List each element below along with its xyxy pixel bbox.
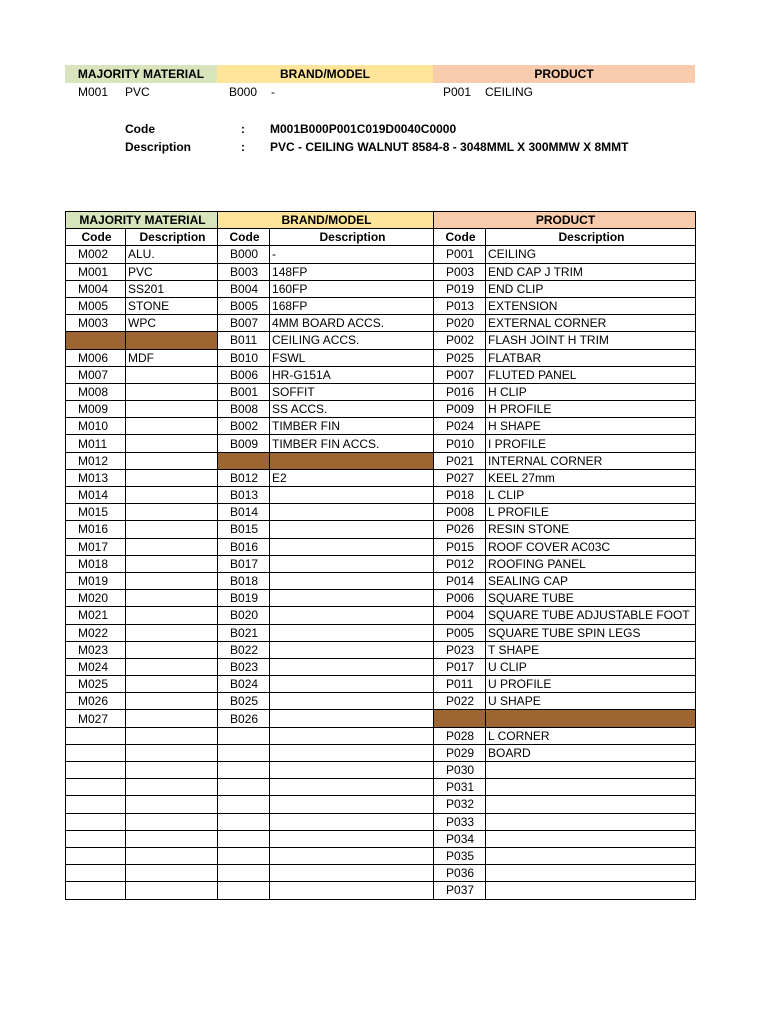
brand-desc-cell[interactable] [270, 693, 434, 710]
product-code-cell[interactable]: P021 [434, 452, 486, 469]
product-desc-cell[interactable] [486, 882, 696, 899]
material-desc-cell[interactable]: WPC [126, 315, 218, 332]
material-code-cell[interactable]: M004 [66, 280, 126, 297]
product-code-cell[interactable]: P028 [434, 727, 486, 744]
brand-desc-cell[interactable] [270, 521, 434, 538]
brand-desc-cell[interactable]: 168FP [270, 297, 434, 314]
material-code-cell[interactable]: M012 [66, 452, 126, 469]
product-desc-cell[interactable]: ROOF COVER AC03C [486, 538, 696, 555]
product-desc-cell[interactable]: U SHAPE [486, 693, 696, 710]
product-code-cell[interactable]: P019 [434, 280, 486, 297]
table-row [66, 435, 696, 452]
table-row [66, 624, 696, 641]
selected-product-desc[interactable]: CEILING [485, 85, 534, 99]
material-code-cell[interactable] [66, 882, 126, 899]
brand-code-cell[interactable]: B014 [218, 504, 270, 521]
material-desc-cell[interactable] [126, 332, 218, 349]
group-product: PRODUCT [434, 212, 696, 229]
brand-desc-cell[interactable] [270, 641, 434, 658]
material-desc-cell[interactable]: STONE [126, 297, 218, 314]
material-code-cell[interactable] [66, 744, 126, 761]
product-desc-cell[interactable]: EXTENSION [486, 297, 696, 314]
product-desc-cell[interactable]: END CLIP [486, 280, 696, 297]
material-code-header: Code [66, 229, 126, 246]
table-row [66, 658, 696, 675]
material-desc-header: Description [126, 229, 218, 246]
material-desc-cell[interactable] [126, 383, 218, 400]
brand-code-cell[interactable]: B023 [218, 658, 270, 675]
table-row [66, 882, 696, 899]
table-row [66, 607, 696, 624]
product-desc-cell[interactable]: H SHAPE [486, 418, 696, 435]
brand-code-cell[interactable]: B025 [218, 693, 270, 710]
product-desc-cell[interactable] [486, 830, 696, 847]
description-value[interactable]: PVC - CEILING WALNUT 8584-8 - 3048MML X 300MMW X 8MMT [270, 140, 629, 154]
table-row [66, 676, 696, 693]
table-row [66, 401, 696, 418]
material-desc-cell[interactable] [126, 796, 218, 813]
product-desc-cell[interactable]: BOARD [486, 744, 696, 761]
selected-material-code[interactable]: M001 [78, 85, 109, 99]
table-row [66, 830, 696, 847]
brand-code-cell[interactable] [218, 813, 270, 830]
material-code-cell[interactable] [66, 796, 126, 813]
brand-desc-cell[interactable] [270, 487, 434, 504]
brand-desc-header: Description [270, 229, 434, 246]
material-code-cell[interactable]: M013 [66, 469, 126, 486]
table-row [66, 521, 696, 538]
brand-desc-cell[interactable]: 148FP [270, 263, 434, 280]
material-desc-cell[interactable] [126, 882, 218, 899]
table-row [66, 796, 696, 813]
table-row [66, 332, 696, 349]
product-desc-cell[interactable]: FLASH JOINT H TRIM [486, 332, 696, 349]
brand-code-cell[interactable]: B019 [218, 590, 270, 607]
brand-code-cell[interactable]: B018 [218, 572, 270, 589]
brand-code-cell[interactable]: B008 [218, 401, 270, 418]
product-code-cell[interactable]: P008 [434, 504, 486, 521]
product-desc-cell[interactable]: SQUARE TUBE [486, 590, 696, 607]
product-code-cell[interactable]: P009 [434, 401, 486, 418]
material-code-cell[interactable]: M005 [66, 297, 126, 314]
material-code-cell[interactable]: M002 [66, 246, 126, 263]
group-header-row [66, 212, 696, 229]
product-code-cell[interactable]: P034 [434, 830, 486, 847]
product-code-cell[interactable]: P018 [434, 487, 486, 504]
product-code-cell[interactable]: P012 [434, 555, 486, 572]
code-label: Code [125, 122, 155, 136]
brand-code-cell[interactable]: B002 [218, 418, 270, 435]
brand-desc-cell[interactable] [270, 762, 434, 779]
brand-code-cell[interactable]: B017 [218, 555, 270, 572]
material-code-cell[interactable]: M027 [66, 710, 126, 727]
product-desc-cell[interactable]: CEILING [486, 246, 696, 263]
brand-code-cell[interactable] [218, 452, 270, 469]
material-desc-cell[interactable]: MDF [126, 349, 218, 366]
brand-desc-cell[interactable]: 4MM BOARD ACCS. [270, 315, 434, 332]
material-code-cell[interactable]: M017 [66, 538, 126, 555]
brand-code-cell[interactable]: B010 [218, 349, 270, 366]
material-desc-cell[interactable] [126, 366, 218, 383]
product-code-cell[interactable]: P037 [434, 882, 486, 899]
product-code-cell[interactable]: P024 [434, 418, 486, 435]
brand-desc-cell[interactable]: - [270, 246, 434, 263]
product-code-cell[interactable]: P033 [434, 813, 486, 830]
table-row [66, 280, 696, 297]
brand-desc-cell[interactable] [270, 572, 434, 589]
brand-code-cell[interactable] [218, 762, 270, 779]
product-code-cell[interactable]: P007 [434, 366, 486, 383]
selected-brand-desc[interactable]: - [271, 85, 275, 99]
product-desc-cell[interactable]: INTERNAL CORNER [486, 452, 696, 469]
description-colon: : [241, 140, 245, 154]
brand-code-cell[interactable]: B022 [218, 641, 270, 658]
product-code-cell[interactable]: P036 [434, 865, 486, 882]
brand-code-cell[interactable]: B016 [218, 538, 270, 555]
material-desc-cell[interactable] [126, 813, 218, 830]
table-row [66, 762, 696, 779]
material-desc-cell[interactable] [126, 762, 218, 779]
material-code-cell[interactable]: M010 [66, 418, 126, 435]
material-code-cell[interactable]: M023 [66, 641, 126, 658]
product-code-cell[interactable]: P003 [434, 263, 486, 280]
product-desc-cell[interactable]: T SHAPE [486, 641, 696, 658]
product-desc-cell[interactable]: L CLIP [486, 487, 696, 504]
code-value[interactable]: M001B000P001C019D0040C0000 [270, 122, 457, 136]
product-code-cell[interactable]: P011 [434, 676, 486, 693]
table-row [66, 487, 696, 504]
table-row [66, 744, 696, 761]
brand-code-cell[interactable]: B012 [218, 469, 270, 486]
material-desc-cell[interactable] [126, 590, 218, 607]
product-desc-cell[interactable]: I PROFILE [486, 435, 696, 452]
majority-material-header: MAJORITY MATERIAL [65, 65, 217, 83]
product-code-cell[interactable]: P004 [434, 607, 486, 624]
description-label: Description [125, 140, 192, 154]
product-code-header: Code [434, 229, 486, 246]
product-desc-cell[interactable]: SEALING CAP [486, 572, 696, 589]
material-code-cell[interactable] [66, 762, 126, 779]
brand-desc-cell[interactable] [270, 676, 434, 693]
material-code-cell[interactable]: M024 [66, 658, 126, 675]
material-desc-cell[interactable] [126, 624, 218, 641]
brand-model-header: BRAND/MODEL [217, 65, 433, 83]
brand-desc-cell[interactable]: E2 [270, 469, 434, 486]
selector-header [65, 65, 695, 83]
material-desc-cell[interactable] [126, 401, 218, 418]
brand-code-cell[interactable]: B004 [218, 280, 270, 297]
material-desc-cell[interactable] [126, 435, 218, 452]
material-code-cell[interactable]: M025 [66, 676, 126, 693]
product-desc-cell[interactable]: SQUARE TUBE ADJUSTABLE FOOT [486, 607, 696, 624]
product-desc-cell[interactable]: U CLIP [486, 658, 696, 675]
product-code-cell[interactable]: P022 [434, 693, 486, 710]
brand-desc-cell[interactable] [270, 744, 434, 761]
brand-code-cell[interactable]: B020 [218, 607, 270, 624]
product-desc-cell[interactable]: FLATBAR [486, 349, 696, 366]
product-desc-cell[interactable] [486, 796, 696, 813]
material-code-cell[interactable] [66, 830, 126, 847]
lookup-table [65, 211, 696, 900]
material-code-cell[interactable]: M016 [66, 521, 126, 538]
brand-code-cell[interactable]: B015 [218, 521, 270, 538]
product-desc-cell[interactable] [486, 779, 696, 796]
brand-code-cell[interactable] [218, 727, 270, 744]
brand-desc-cell[interactable] [270, 607, 434, 624]
material-desc-cell[interactable] [126, 847, 218, 864]
brand-desc-cell[interactable]: TIMBER FIN [270, 418, 434, 435]
selected-product-code[interactable]: P001 [443, 85, 472, 99]
material-code-cell[interactable]: M021 [66, 607, 126, 624]
product-code-cell[interactable]: P027 [434, 469, 486, 486]
material-desc-cell[interactable]: ALU. [126, 246, 218, 263]
product-desc-header: Description [486, 229, 696, 246]
product-desc-cell[interactable]: RESIN STONE [486, 521, 696, 538]
table-row [66, 452, 696, 469]
product-code-cell[interactable]: P016 [434, 383, 486, 400]
material-code-cell[interactable]: M006 [66, 349, 126, 366]
product-desc-cell[interactable]: H CLIP [486, 383, 696, 400]
table-row [66, 315, 696, 332]
selected-brand-code[interactable]: B000 [229, 85, 258, 99]
subheader-row [66, 229, 696, 246]
product-desc-cell[interactable]: EXTERNAL CORNER [486, 315, 696, 332]
brand-desc-cell[interactable] [270, 452, 434, 469]
table-row [66, 865, 696, 882]
brand-code-cell[interactable]: B005 [218, 297, 270, 314]
material-desc-cell[interactable] [126, 469, 218, 486]
material-desc-cell[interactable] [126, 744, 218, 761]
product-code-cell[interactable]: P032 [434, 796, 486, 813]
product-code-cell[interactable]: P023 [434, 641, 486, 658]
product-desc-cell[interactable] [486, 710, 696, 727]
brand-desc-cell[interactable] [270, 796, 434, 813]
product-code-cell[interactable]: P029 [434, 744, 486, 761]
brand-desc-cell[interactable] [270, 624, 434, 641]
material-code-cell[interactable]: M020 [66, 590, 126, 607]
material-desc-cell[interactable] [126, 538, 218, 555]
product-desc-cell[interactable]: U PROFILE [486, 676, 696, 693]
product-header: PRODUCT [433, 65, 695, 83]
product-code-cell[interactable]: P010 [434, 435, 486, 452]
brand-desc-cell[interactable] [270, 865, 434, 882]
brand-code-cell[interactable]: B000 [218, 246, 270, 263]
material-code-cell[interactable]: M008 [66, 383, 126, 400]
brand-code-cell[interactable]: B009 [218, 435, 270, 452]
product-desc-cell[interactable] [486, 865, 696, 882]
table-row [66, 555, 696, 572]
material-code-cell[interactable]: M009 [66, 401, 126, 418]
table-row [66, 383, 696, 400]
product-desc-cell[interactable]: H PROFILE [486, 401, 696, 418]
brand-desc-cell[interactable] [270, 710, 434, 727]
brand-desc-cell[interactable] [270, 727, 434, 744]
table-row [66, 538, 696, 555]
product-desc-cell[interactable]: ROOFING PANEL [486, 555, 696, 572]
product-desc-cell[interactable]: SQUARE TUBE SPIN LEGS [486, 624, 696, 641]
product-desc-cell[interactable]: FLUTED PANEL [486, 366, 696, 383]
group-brand-model: BRAND/MODEL [218, 212, 434, 229]
group-majority-material: MAJORITY MATERIAL [66, 212, 218, 229]
material-code-cell[interactable]: M026 [66, 693, 126, 710]
brand-desc-cell[interactable] [270, 504, 434, 521]
table-row [66, 469, 696, 486]
brand-desc-cell[interactable] [270, 538, 434, 555]
brand-code-cell[interactable] [218, 830, 270, 847]
table-row [66, 847, 696, 864]
table-row [66, 418, 696, 435]
brand-code-cell[interactable]: B011 [218, 332, 270, 349]
material-code-cell[interactable] [66, 332, 126, 349]
product-code-cell[interactable]: P015 [434, 538, 486, 555]
product-code-cell[interactable]: P035 [434, 847, 486, 864]
brand-desc-cell[interactable] [270, 590, 434, 607]
brand-desc-cell[interactable] [270, 555, 434, 572]
brand-code-cell[interactable]: B007 [218, 315, 270, 332]
product-desc-cell[interactable] [486, 847, 696, 864]
brand-code-cell[interactable] [218, 847, 270, 864]
product-code-cell[interactable]: P020 [434, 315, 486, 332]
selection-row [65, 83, 695, 101]
material-desc-cell[interactable] [126, 487, 218, 504]
material-desc-cell[interactable] [126, 779, 218, 796]
material-desc-cell[interactable] [126, 676, 218, 693]
brand-code-cell[interactable] [218, 744, 270, 761]
product-code-cell[interactable]: P031 [434, 779, 486, 796]
product-code-cell[interactable]: P014 [434, 572, 486, 589]
table-row [66, 263, 696, 280]
material-desc-cell[interactable] [126, 658, 218, 675]
product-desc-cell[interactable] [486, 813, 696, 830]
brand-desc-cell[interactable] [270, 658, 434, 675]
brand-desc-cell[interactable] [270, 847, 434, 864]
table-row [66, 590, 696, 607]
table-row [66, 349, 696, 366]
product-code-cell[interactable]: P002 [434, 332, 486, 349]
material-desc-cell[interactable] [126, 418, 218, 435]
material-desc-cell[interactable] [126, 521, 218, 538]
brand-code-cell[interactable] [218, 882, 270, 899]
table-row [66, 641, 696, 658]
material-code-cell[interactable]: M003 [66, 315, 126, 332]
code-colon: : [241, 122, 245, 136]
material-code-cell[interactable] [66, 813, 126, 830]
table-row [66, 813, 696, 830]
material-code-cell[interactable]: M019 [66, 572, 126, 589]
material-desc-cell[interactable] [126, 607, 218, 624]
brand-code-cell[interactable] [218, 796, 270, 813]
product-desc-cell[interactable]: L PROFILE [486, 504, 696, 521]
brand-code-cell[interactable]: B026 [218, 710, 270, 727]
brand-code-header: Code [218, 229, 270, 246]
material-desc-cell[interactable] [126, 830, 218, 847]
table-row [66, 297, 696, 314]
product-code-cell[interactable] [434, 710, 486, 727]
material-desc-cell[interactable] [126, 727, 218, 744]
brand-code-cell[interactable]: B021 [218, 624, 270, 641]
product-code-cell[interactable]: P005 [434, 624, 486, 641]
material-desc-cell[interactable] [126, 572, 218, 589]
material-code-cell[interactable] [66, 847, 126, 864]
product-code-cell[interactable]: P026 [434, 521, 486, 538]
material-desc-cell[interactable] [126, 504, 218, 521]
material-desc-cell[interactable] [126, 710, 218, 727]
table-row [66, 693, 696, 710]
material-code-cell[interactable]: M015 [66, 504, 126, 521]
material-code-cell[interactable]: M018 [66, 555, 126, 572]
product-code-cell[interactable]: P025 [434, 349, 486, 366]
product-code-cell[interactable]: P013 [434, 297, 486, 314]
brand-desc-cell[interactable]: CEILING ACCS. [270, 332, 434, 349]
material-desc-cell[interactable]: PVC [126, 263, 218, 280]
brand-code-cell[interactable] [218, 779, 270, 796]
material-code-cell[interactable]: M011 [66, 435, 126, 452]
brand-desc-cell[interactable]: TIMBER FIN ACCS. [270, 435, 434, 452]
brand-desc-cell[interactable] [270, 830, 434, 847]
material-code-cell[interactable] [66, 727, 126, 744]
table-row [66, 727, 696, 744]
product-desc-cell[interactable]: L CORNER [486, 727, 696, 744]
brand-desc-cell[interactable]: FSWL [270, 349, 434, 366]
material-code-cell[interactable] [66, 779, 126, 796]
brand-desc-cell[interactable] [270, 882, 434, 899]
product-desc-cell[interactable] [486, 762, 696, 779]
brand-code-cell[interactable]: B003 [218, 263, 270, 280]
brand-desc-cell[interactable] [270, 813, 434, 830]
product-code-cell[interactable]: P017 [434, 658, 486, 675]
material-desc-cell[interactable] [126, 452, 218, 469]
brand-code-cell[interactable]: B024 [218, 676, 270, 693]
brand-code-cell[interactable] [218, 865, 270, 882]
table-row [66, 366, 696, 383]
material-desc-cell[interactable] [126, 865, 218, 882]
brand-desc-cell[interactable]: HR-G151A [270, 366, 434, 383]
material-desc-cell[interactable] [126, 555, 218, 572]
material-code-cell[interactable]: M014 [66, 487, 126, 504]
brand-desc-cell[interactable]: SS ACCS. [270, 401, 434, 418]
table-row [66, 710, 696, 727]
selected-material-desc[interactable]: PVC [125, 85, 150, 99]
material-code-cell[interactable]: M001 [66, 263, 126, 280]
material-code-cell[interactable] [66, 865, 126, 882]
material-desc-cell[interactable] [126, 693, 218, 710]
brand-desc-cell[interactable] [270, 779, 434, 796]
product-code-cell[interactable]: P030 [434, 762, 486, 779]
table-row [66, 572, 696, 589]
material-code-cell[interactable]: M007 [66, 366, 126, 383]
material-code-cell[interactable]: M022 [66, 624, 126, 641]
brand-code-cell[interactable]: B013 [218, 487, 270, 504]
brand-code-cell[interactable]: B006 [218, 366, 270, 383]
brand-desc-cell[interactable]: 160FP [270, 280, 434, 297]
table-row [66, 779, 696, 796]
product-desc-cell[interactable]: END CAP J TRIM [486, 263, 696, 280]
brand-code-cell[interactable]: B001 [218, 383, 270, 400]
brand-desc-cell[interactable]: SOFFIT [270, 383, 434, 400]
product-desc-cell[interactable]: KEEL 27mm [486, 469, 696, 486]
material-desc-cell[interactable]: SS201 [126, 280, 218, 297]
product-code-cell[interactable]: P001 [434, 246, 486, 263]
product-code-cell[interactable]: P006 [434, 590, 486, 607]
material-desc-cell[interactable] [126, 641, 218, 658]
table-row [66, 504, 696, 521]
table-row [66, 246, 696, 263]
